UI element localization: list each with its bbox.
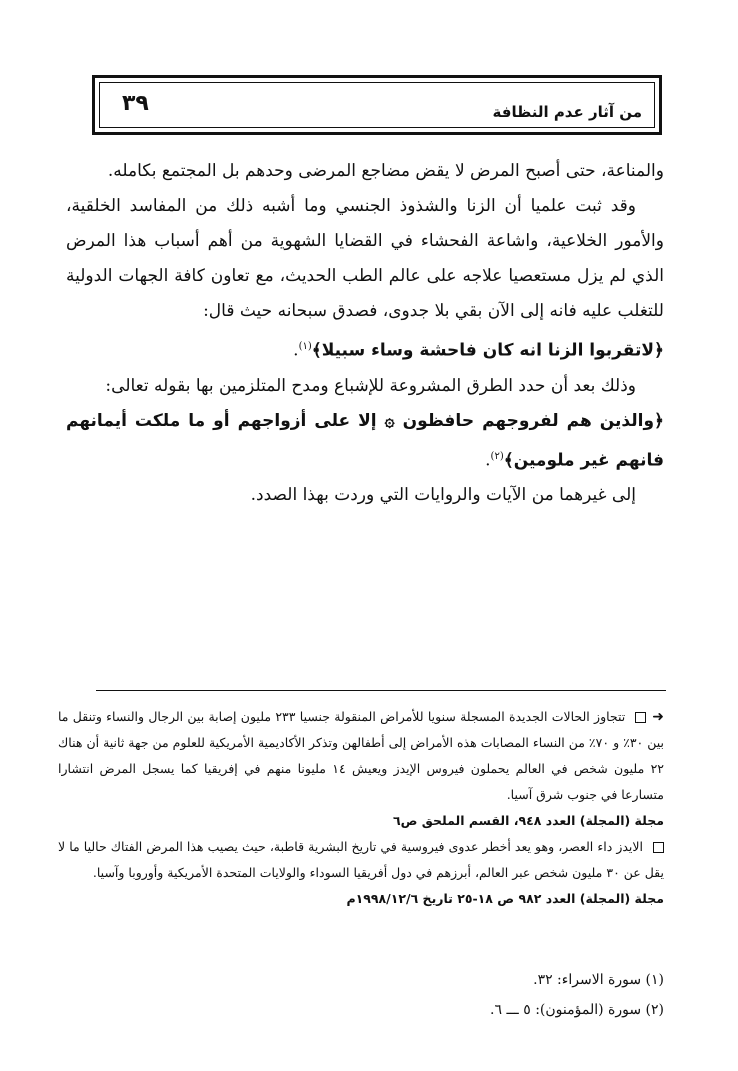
page-number: ٣٩ (122, 91, 149, 116)
footnote-ref-1: (١) (298, 341, 312, 352)
note-2-text: الايدز داء العصر، وهو يعد أخطر عدوى فيروسية في تاريخ البشرية قاطبة، حيث يصيب هذا المرض الفتاك حاليا ما لا يقل عن ٣٠ مليون شخص عبر العالم، أبرزهم في دول أفريقيا السوداء والولايات المتحدة الأمريكية وأوروبا وآسيا. (58, 839, 664, 880)
paragraph-1: والمناعة، حتى أصبح المرض لا يقض مضاجع المرضى وحدهم بل المجتمع بكامله. (107, 161, 664, 181)
note-2-source: مجلة (المجلة) العدد ٩٨٢ ص ١٨-٢٥ تاريخ ١٩٩٨/١٢/٦م (346, 891, 664, 906)
quran-verse-2: ﴿والذين هم لفروجهم حافظون ۞ إلا على أزواجهم أو ما ملكت أيمانهم فانهم غير ملومين﴾$^{(٢)}$. (66, 410, 664, 471)
footnote-1: (١) سورة الاسراء: ٣٢. (533, 972, 664, 988)
page-header-frame (92, 75, 662, 135)
note-2 (58, 834, 664, 886)
paragraph-3: وذلك بعد أن حدد الطرق المشروعة للإشباع ومدح المتلزمين بها بقوله تعالى: (105, 375, 636, 396)
footnote-ref-2: (٢) (490, 450, 504, 462)
note-1 (58, 704, 664, 808)
square-bullet-icon (635, 712, 646, 723)
quran-verse-1-text: ﴿لاتقربوا الزنا انه كان فاحشة وساء سبيلا﴾ (311, 340, 664, 361)
running-title: من آثار عدم النظافة (492, 103, 642, 121)
main-text (66, 154, 664, 513)
side-notes (58, 704, 664, 912)
footnotes (490, 965, 664, 1025)
quran-verse-1: ﴿لاتقربوا الزنا انه كان فاحشة وساء سبيلا﴾$^{(١)}$. (293, 340, 664, 361)
quran-verse-2-text: ﴿والذين هم لفروجهم حافظون ۞ إلا على أزواجهم أو ما ملكت أيمانهم فانهم غير ملومين﴾ (66, 410, 664, 471)
square-bullet-icon (653, 842, 664, 853)
footnote-separator (96, 690, 666, 691)
header-inner-border (99, 82, 655, 128)
arrow-icon: ➜ (652, 709, 664, 725)
note-1-source: مجلة (المجلة) العدد ٩٤٨، القسم الملحق ص٦ (392, 813, 664, 828)
paragraph-2: وقد ثبت علميا أن الزنا والشذوذ الجنسي وما أشبه ذلك من المفاسد الخلقية، والأمور الخلاعية، واشاعة الفحشاء في القضايا الشهوية من أهم أسباب هذا المرض الذي لم يزل مستعصيا علاجه على عالم الطب الحديث، مع تعاون كافة الجهات الدولية للتغلب عليه فانه إلى الآن بقي بلا جدوى، فصدق سبحانه حيث قال: (66, 196, 664, 321)
paragraph-4: إلى غيرهما من الآيات والروايات التي وردت بهذا الصدد. (250, 485, 636, 506)
footnote-2: (٢) سورة (المؤمنون): ٥ ـــ ٦. (490, 1002, 664, 1018)
note-1-text: تتجاوز الحالات الجديدة المسجلة سنويا للأمراض المنقولة جنسيا ٢٣٣ مليون إصابة بين الرجال والنساء وتنقل ما بين ٣٠٪ و ٧٠٪ من النساء المصابات هذه الأمراض إلى أطفالهن وتذكر الأكاديمية الأمريكية للعلوم من جهة ثانية أن هناك ٢٢ مليون شخص في العالم يحملون فيروس الإيدز ويعيش ١٤ مليونا منهم في إفريقيا كما يسجل المرض انتشارا متسارعا في جنوب شرق آسيا. (58, 709, 664, 802)
